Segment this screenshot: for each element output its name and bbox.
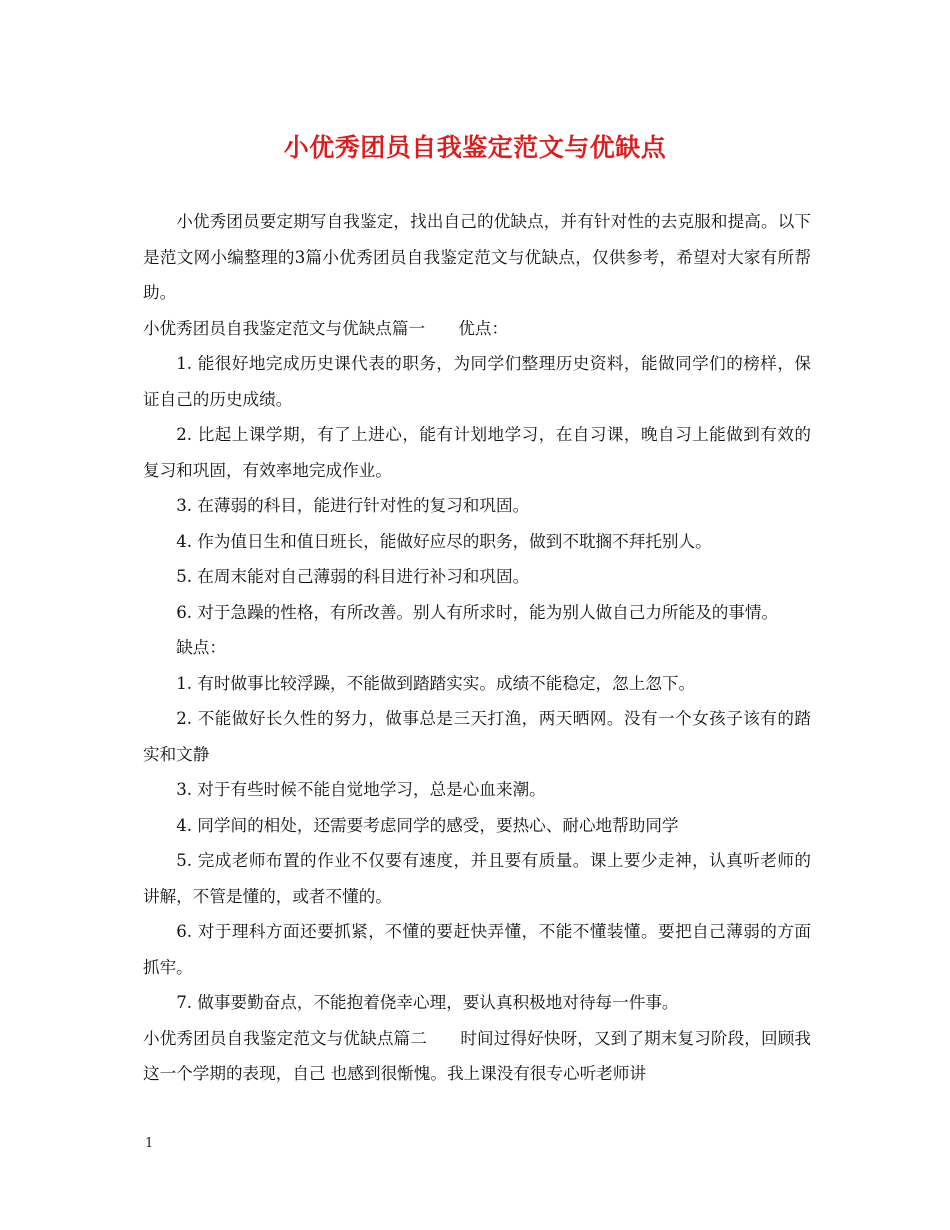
paragraph: 缺点：	[176, 638, 226, 657]
paragraph: 2. 不能做好长久性的努力，做事总是三天打渔，两天晒网。没有一个女孩子该有的踏实和文静	[143, 709, 811, 764]
document-body	[143, 204, 811, 1092]
paragraph: 小优秀团员自我鉴定范文与优缺点篇一 优点：	[143, 318, 509, 338]
paragraph: 1. 能很好地完成历史课代表的职务，为同学们整理历史资料，能做同学们的榜样，保证自己的历史成绩。	[143, 354, 811, 409]
page-number: 1	[145, 1136, 154, 1151]
document-title: 小优秀团员自我鉴定范文与优缺点	[283, 133, 667, 162]
paragraph: 1. 有时做事比较浮躁，不能做到踏踏实实。成绩不能稳定，忽上忽下。	[176, 673, 696, 693]
paragraph: 7. 做事要勤奋点，不能抱着侥幸心理，要认真积极地对待每一件事。	[176, 993, 679, 1012]
paragraph: 5. 在周末能对自己薄弱的科目进行补习和巩固。	[176, 567, 530, 586]
paragraph: 5. 完成老师布置的作业不仅要有速度，并且要有质量。课上要少走神，认真听老师的讲解，不管是懂的，或者不懂的。	[143, 851, 811, 906]
paragraph: 3. 在薄弱的科目，能进行针对性的复习和巩固。	[176, 496, 530, 515]
paragraph: 4. 作为值日生和值日班长，能做好应尽的职务，做到不耽搁不拜托别人。	[176, 531, 712, 551]
paragraph: 6. 对于理科方面还要抓紧，不懂的要赶快弄懂，不能不懂装懂。要把自己薄弱的方面抓牢。	[143, 922, 811, 977]
paragraph: 4. 同学间的相处，还需要考虑同学的感受，要热心、耐心地帮助同学	[176, 815, 679, 835]
paragraph: 小优秀团员自我鉴定范文与优缺点篇二 时间过得好快呀，又到了期末复习阶段，回顾我这一个学期的表现，自己 也感到很惭愧。我上课没有很专心听老师讲	[143, 1028, 811, 1083]
paragraph: 小优秀团员要定期写自我鉴定，找出自己的优缺点，并有针对性的去克服和提高。以下是范文网小编整理的3篇小优秀团员自我鉴定范文与优缺点，仅供参考，希望对大家有所帮助。	[143, 212, 811, 302]
paragraph: 2. 比起上课学期，有了上进心，能有计划地学习，在自习课，晚自习上能做到有效的复习和巩固，有效率地完成作业。	[143, 425, 811, 480]
paragraph: 6. 对于急躁的性格，有所改善。别人有所求时，能为别人做自己力所能及的事情。	[176, 602, 779, 622]
paragraph: 3. 对于有些时候不能自觉地学习，总是心血来潮。	[176, 780, 546, 799]
